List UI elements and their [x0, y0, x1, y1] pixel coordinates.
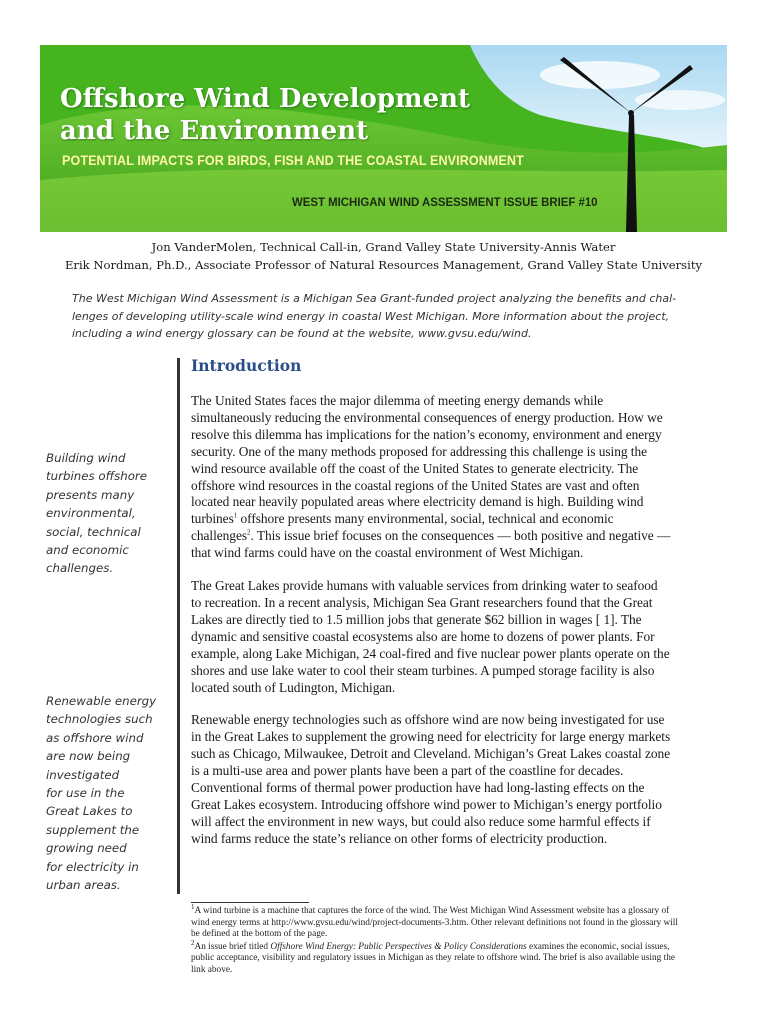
project-description-line: including a wind energy glossary can be found at the website, www.gvsu.edu/wind.	[72, 327, 532, 341]
project-description-line: lenges of developing utility-scale wind energy in coastal West Michigan. More information about the project,	[72, 309, 670, 323]
paragraph-1-text: offshore presents many environmental, social, technical and economic challenges	[191, 511, 614, 544]
paragraph-1	[191, 393, 671, 562]
pullquote-line: challenges.	[46, 561, 114, 576]
footnote-2	[191, 938, 681, 977]
pullquote-line: are now being	[46, 749, 131, 764]
pullquote-line: urban areas.	[46, 878, 121, 893]
pullquote-line: social, technical	[46, 524, 141, 539]
pullquote-line: Building wind	[46, 451, 126, 465]
paragraph-2: The Great Lakes provide humans with valuable services from drinking water to seafood to recreation. In a recent analysis, Michigan Sea Grant researchers found that the Great Lakes are directly tied to 1.5 million jobs that generate $62 billion in wages [ 1]. The dynamic and sensitive coastal ecosystems also are home to dozens of power plants. For example, along Lake Michigan, 24 coal-fired and five nuclear power plants operate on the shores and use lake water to cool their steam turbines. A pumped storage facility is also located south of Ludington, Michigan.	[191, 578, 670, 695]
footnote-1	[191, 902, 681, 941]
pullquote-line: technologies such	[46, 712, 153, 727]
pullquote-line: growing need	[46, 841, 127, 856]
banner-title	[60, 83, 540, 147]
issue-brief-label: WEST MICHIGAN WIND ASSESSMENT ISSUE BRIEF #10	[292, 195, 598, 209]
footnote-cited-title: Offshore Wind Energy: Public Perspectives & Policy Considerations	[270, 941, 527, 952]
header-banner	[40, 45, 727, 232]
pullquote-line: investigated	[46, 767, 120, 782]
footnote-ref-1: 1	[233, 511, 238, 520]
footnote-number: 1	[191, 902, 195, 911]
footnote-text: A wind turbine is a machine that captures the force of the wind. The West Michigan Wind Assessment website has a glossary of wind energy terms at http://www.gvsu.edu/wind/project-documents-3.htm. Other relevant definitions not found in the glossary will be defined at the bottom of the page.	[191, 906, 678, 940]
pullquote-line: for electricity in	[46, 859, 139, 874]
section-heading: Introduction	[191, 356, 302, 375]
pullquote-line: Renewable energy	[46, 694, 157, 708]
footnotes	[191, 902, 681, 978]
pullquote-line: supplement the	[46, 822, 140, 837]
pullquote-1	[46, 449, 166, 578]
footnote-rule	[191, 902, 309, 903]
column-divider	[177, 358, 180, 894]
main-column	[191, 356, 671, 864]
footnote-number: 2	[191, 938, 195, 947]
paragraph-1-text: The United States faces the major dilemma of meeting energy demands while simultaneously reducing the environmental consequences of energy production. How we resolve this dilemma has implications for the nation’s economy, environment and energy security. One of the many methods proposed for addressing this challenge is using the wind resource available off the coast of the United States to generate electricity. The offshore wind resources in the coastal regions of the United States are vast and often located near heavily populated areas where electricity demand is high. Building wind turbines	[191, 393, 663, 527]
project-description-line: The West Michigan Wind Assessment is a Michigan Sea Grant-funded project analyzing the benefits and chal-	[72, 292, 677, 305]
footnote-text: examines the economic, social issues, public acceptance, visibility and regulatory issues in Michigan as they relate to offshore wind. The brief is also available using the link above.	[191, 941, 675, 975]
banner-title-line-1: Offshore Wind Development	[60, 84, 471, 114]
banner-subtitle: POTENTIAL IMPACTS FOR BIRDS, FISH AND THE COASTAL ENVIRONMENT	[62, 153, 524, 168]
author-line-2: Erik Nordman, Ph.D., Associate Professor of Natural Resources Management, Grand Valley State University	[64, 258, 703, 272]
pullquote-line: and economic	[46, 543, 129, 558]
pullquote-line: Great Lakes to	[46, 804, 133, 819]
paragraph-3: Renewable energy technologies such as offshore wind are now being investigated for use in the Great Lakes to supplement the growing need for electricity for large energy markets such as Chicago, Milwaukee, Detroit and Cleveland. Michigan’s Great Lakes coastal zone is a multi-use area and power plants have been a part of the coastline for decades. Conventional forms of thermal power production have had long-lasting effects on the Great Lakes ecosystem. Introducing offshore wind power to Michigan’s energy portfolio will affect the environment in new ways, but could also reduce some harmful effects if wind farms reduce the state’s reliance on other forms of electricity production.	[191, 712, 671, 846]
pullquote-line: environmental,	[46, 506, 136, 521]
footnote-ref-2: 2	[247, 528, 251, 537]
author-line-1: Jon VanderMolen, Technical Call-in, Grand Valley State University-Annis Water	[151, 240, 616, 254]
footnote-text: An issue brief titled	[194, 941, 271, 952]
pullquote-line: for use in the	[46, 786, 125, 801]
author-block	[40, 238, 727, 274]
pullquote-line: turbines offshore	[46, 469, 148, 484]
pullquote-line: as offshore wind	[46, 730, 144, 745]
paragraph-1-text: . This issue brief focuses on the consequences — both positive and negative — that wind farms could have on the coastal environment of West Michigan.	[191, 528, 671, 561]
pullquote-line: presents many	[46, 487, 135, 502]
pullquote-2	[46, 692, 166, 894]
banner-title-line-2: and the Environment	[60, 116, 369, 146]
project-description	[72, 290, 712, 343]
